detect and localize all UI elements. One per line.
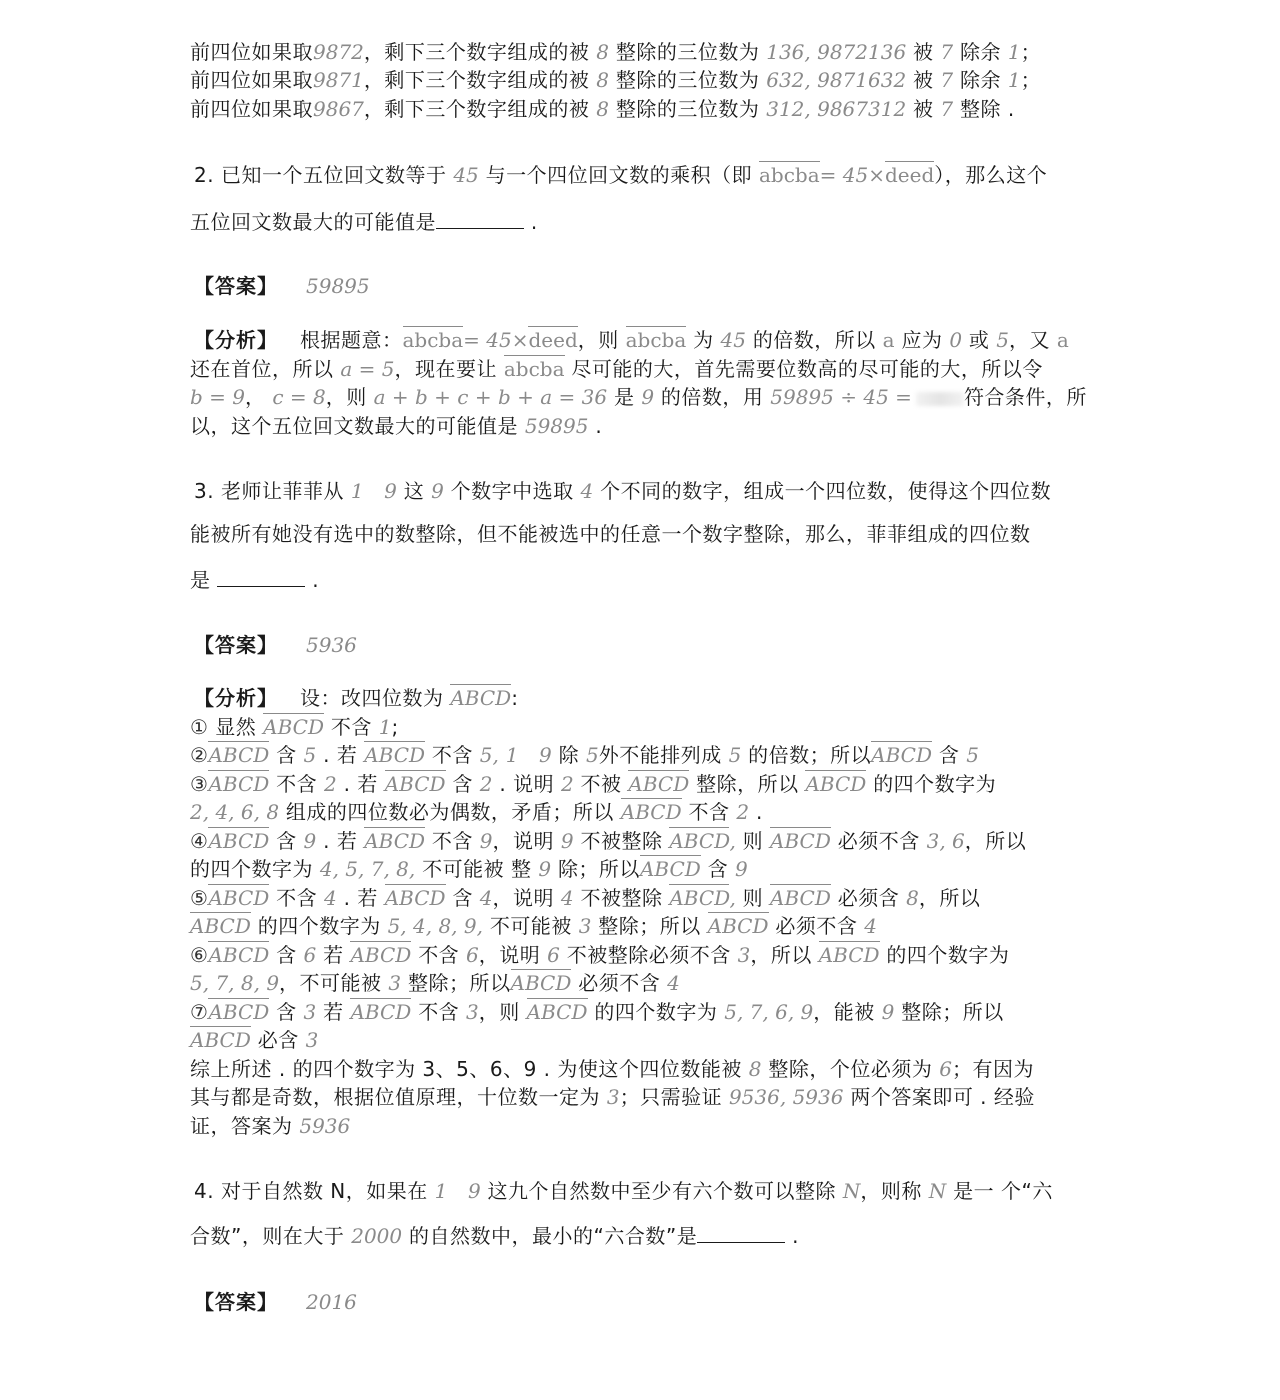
q3-step-2: ②ABCD 含 5 . 若 ABCD 不含 5, 1 9 除 5外不能排列成 5 的倍数；所以ABCD 含 5 [190,743,979,767]
q3-step-6: ⑥ABCD 含 6 若 ABCD 不含 6，说明 6 不被整除必须不含 3，所以 ABCD 的四个数字为 [190,943,1010,967]
q3-step-7-cont: ABCD 必含 3 [190,1028,319,1052]
answer-blank[interactable] [217,564,305,587]
q3-step-6-cont: 5, 7, 8, 9，不可能被 3 整除；所以ABCD 必须不含 4 [190,971,680,995]
answer-blank[interactable] [436,206,524,229]
q3-stem-line-1: 3. 老师让菲菲从 1 9 这 9 个数字中选取 4 个不同的数字，组成一个四位数，使得这个四位数 [194,479,1052,503]
q2-answer: 【答案】 59895 [194,274,370,298]
q3-step-5: ⑤ABCD 不含 4 . 若 ABCD 含 4，说明 4 不被整除 ABCD, 则 ABCD 必须含 8，所以 [190,886,981,910]
q4-stem-line-2: 合数”，则在大于 2000 的自然数中，最小的“六合数”是 . [190,1220,1110,1250]
blurred-result [916,392,964,406]
q4-stem-line-1: 4. 对于自然数 N，如果在 1 9 这九个自然数中至少有六个数可以整除 N，则称 N 是一 个“六 [194,1179,1053,1203]
q2-analysis-line-4: 以，这个五位回文数最大的可能值是 59895 . [190,414,603,438]
answer-blank[interactable] [697,1220,785,1243]
q3-answer: 【答案】 5936 [194,633,357,657]
q3-step-7: ⑦ABCD 含 3 若 ABCD 不含 3，则 ABCD 的四个数字为 5, 7, 6, 9，能被 9 整除；所以 [190,1000,1004,1024]
p1-line-3: 前四位如果取9867，剩下三个数字组成的被 8 整除的三位数为 312, 9867312 被 7 整除 . [190,97,1015,121]
q3-conclusion-1: 综上所述 . 的四个数字为 3、5、6、9 . 为使这个四位数能被 8 整除，个位必须为 6；有因为 [190,1057,1034,1081]
q3-stem-line-3: 是 . [190,564,1110,594]
q2-analysis-line-2: 还在首位，所以 a = 5，现在要让 abcba 尽可能的大，首先需要位数高的尽可能的大，所以令 [190,357,1043,381]
q3-analysis-intro: 【分析】 设：改四位数为 ABCD: [194,686,519,710]
q3-step-4-cont: 的四个数字为 4, 5, 7, 8, 不可能被 整 9 除；所以ABCD 含 9 [190,857,748,881]
q2-stem-line-2: 五位回文数最大的可能值是 . [190,206,1110,236]
q3-conclusion-2: 其与都是奇数，根据位值原理，十位数一定为 3；只需验证 9536, 5936 两个答案即可 . 经验 [190,1085,1035,1109]
q3-step-5-cont: ABCD 的四个数字为 5, 4, 8, 9, 不可能被 3 整除；所以 ABCD 必须不含 4 [190,914,877,938]
q3-conclusion-3: 证，答案为 5936 [190,1114,351,1138]
q3-step-3-cont: 2, 4, 6, 8 组成的四位数必为偶数，矛盾；所以 ABCD 不含 2 . [190,800,763,824]
q2-stem-line-1: 2. 已知一个五位回文数等于 45 与一个四位回文数的乘积（即 abcba= 45×deed），那么这个 [194,163,1048,187]
q2-analysis-line-1: 【分析】 根据题意：abcba= 45×deed，则 abcba 为 45 的倍数，所以 a 应为 0 或 5，又 a [194,328,1069,352]
q4-answer: 【答案】 2016 [194,1290,357,1314]
q3-stem-line-2: 能被所有她没有选中的数整除，但不能被选中的任意一个数字整除，那么，菲菲组成的四位数 [190,522,1031,546]
q3-step-3: ③ABCD 不含 2 . 若 ABCD 含 2 . 说明 2 不被 ABCD 整除，所以 ABCD 的四个数字为 [190,772,997,796]
q3-step-1: ① 显然 ABCD 不含 1; [190,715,399,739]
q2-analysis-line-3: b = 9， c = 8，则 a + b + c + b + a = 36 是 9 的倍数，用 59895 ÷ 45 = 符合条件，所 [190,385,1087,409]
q3-step-4: ④ABCD 含 9 . 若 ABCD 不含 9，说明 9 不被整除 ABCD, 则 ABCD 必须不含 3, 6，所以 [190,829,1027,853]
p1-line-1: 前四位如果取9872，剩下三个数字组成的被 8 整除的三位数为 136, 9872136 被 7 除余 1； [190,40,1042,64]
p1-line-2: 前四位如果取9871，剩下三个数字组成的被 8 整除的三位数为 632, 9871632 被 7 除余 1； [190,68,1042,92]
